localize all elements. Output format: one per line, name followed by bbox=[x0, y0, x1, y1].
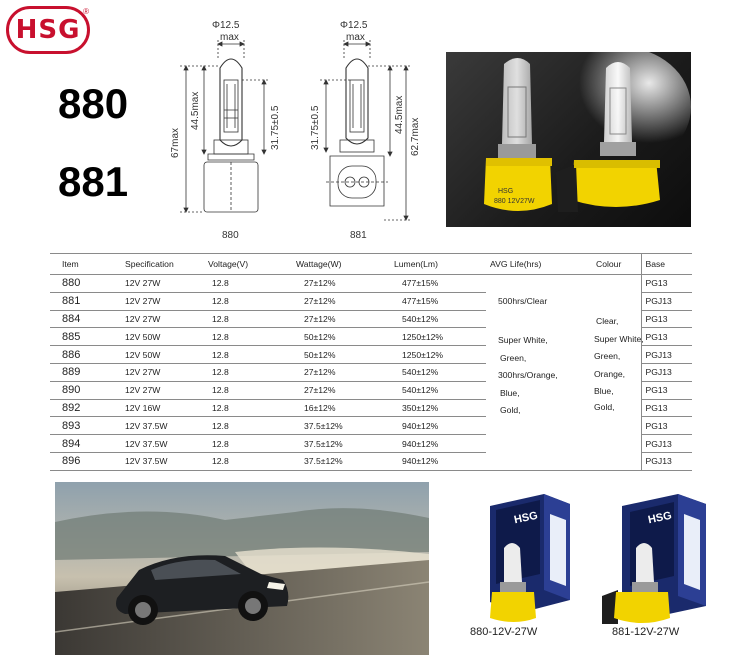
cell-specification: 12V 50W bbox=[113, 346, 204, 364]
cell-item: 881 bbox=[50, 292, 113, 310]
package-880-caption: 880-12V-27W bbox=[470, 626, 538, 638]
cell-wattage: 37.5±12% bbox=[292, 435, 390, 453]
brand-logo bbox=[6, 6, 90, 54]
cell-voltage: 12.8 bbox=[204, 328, 292, 346]
cell-lumen: 540±12% bbox=[390, 310, 486, 328]
cell-wattage: 37.5±12% bbox=[292, 452, 390, 470]
model-881-title: 881 bbox=[58, 158, 129, 205]
cell-item: 889 bbox=[50, 363, 113, 381]
col-header-base: Base bbox=[641, 254, 692, 275]
cell-base: PGJ13 bbox=[641, 363, 692, 381]
cell-specification: 12V 37.5W bbox=[113, 435, 204, 453]
dim-880-diameter: Φ12.5 bbox=[212, 20, 240, 31]
cell-specification: 12V 27W bbox=[113, 275, 204, 293]
cell-colour bbox=[584, 452, 641, 470]
package-880 bbox=[470, 490, 590, 626]
bulb-print-brand: HSG bbox=[498, 188, 514, 195]
cell-lumen: 1250±12% bbox=[390, 346, 486, 364]
box-881-brand: HSG bbox=[647, 509, 673, 527]
cell-lumen: 1250±12% bbox=[390, 328, 486, 346]
cell-specification: 12V 27W bbox=[113, 363, 204, 381]
cell-lumen: 940±12% bbox=[390, 435, 486, 453]
cell-wattage: 27±12% bbox=[292, 363, 390, 381]
logo-text: HSG bbox=[15, 15, 81, 45]
avg-life-cell bbox=[498, 296, 547, 307]
col-header-wattage: Wattage(W) bbox=[292, 254, 390, 275]
col-header-life: AVG Life(hrs) bbox=[486, 254, 584, 275]
package-881-caption: 881-12V-27W bbox=[612, 626, 680, 638]
car-photo bbox=[55, 482, 429, 655]
dim-881-inner-height: 31.75±0.5 bbox=[310, 105, 321, 150]
cell-base: PG13 bbox=[641, 310, 692, 328]
cell-item: 893 bbox=[50, 417, 113, 435]
cell-specification: 12V 27W bbox=[113, 381, 204, 399]
model-880-title: 880 bbox=[58, 80, 129, 127]
life-line: Gold, bbox=[500, 405, 521, 415]
dim-881-label: 881 bbox=[350, 230, 367, 241]
cell-lumen: 477±15% bbox=[390, 275, 486, 293]
cell-lumen: 350±12% bbox=[390, 399, 486, 417]
cell-voltage: 12.8 bbox=[204, 310, 292, 328]
diagram-880 bbox=[160, 10, 300, 242]
cell-wattage: 50±12% bbox=[292, 346, 390, 364]
cell-colour bbox=[584, 292, 641, 310]
dim-881-max: max bbox=[346, 32, 365, 43]
cell-base: PGJ13 bbox=[641, 292, 692, 310]
cell-voltage: 12.8 bbox=[204, 417, 292, 435]
cell-lumen: 540±12% bbox=[390, 381, 486, 399]
cell-colour bbox=[584, 417, 641, 435]
cell-lumen: 477±15% bbox=[390, 292, 486, 310]
cell-base: PGJ13 bbox=[641, 452, 692, 470]
cell-wattage: 16±12% bbox=[292, 399, 390, 417]
cell-item: 894 bbox=[50, 435, 113, 453]
cell-wattage: 27±12% bbox=[292, 310, 390, 328]
dim-880-label: 880 bbox=[222, 230, 239, 241]
cell-voltage: 12.8 bbox=[204, 275, 292, 293]
cell-voltage: 12.8 bbox=[204, 381, 292, 399]
cell-base: PG13 bbox=[641, 275, 692, 293]
cell-item: 884 bbox=[50, 310, 113, 328]
package-881 bbox=[596, 492, 726, 630]
product-photo bbox=[446, 52, 691, 227]
cell-voltage: 12.8 bbox=[204, 363, 292, 381]
cell-lumen: 940±12% bbox=[390, 417, 486, 435]
logo-registered-mark: ® bbox=[83, 7, 89, 16]
cell-colour bbox=[584, 275, 641, 293]
cell-lumen: 540±12% bbox=[390, 363, 486, 381]
life-line: 500hrs/Clear bbox=[498, 296, 548, 306]
colour-line: Clear, bbox=[596, 316, 619, 326]
life-line: Blue, bbox=[500, 387, 520, 398]
table-header-row bbox=[50, 254, 692, 275]
dim-881-total-height: 62.7max bbox=[410, 117, 421, 156]
cell-voltage: 12.8 bbox=[204, 399, 292, 417]
bulbs-photo-illustration bbox=[446, 52, 691, 227]
col-header-colour: Colour bbox=[584, 254, 641, 275]
dim-880-max: max bbox=[220, 32, 239, 43]
table-row bbox=[50, 275, 692, 293]
car-road-illustration bbox=[55, 482, 429, 655]
colour-line: Super White, bbox=[594, 333, 644, 344]
colour-line: Orange, bbox=[594, 368, 626, 379]
cell-item: 890 bbox=[50, 381, 113, 399]
cell-base: PG13 bbox=[641, 399, 692, 417]
cell-specification: 12V 37.5W bbox=[113, 452, 204, 470]
table-row bbox=[50, 292, 692, 310]
cell-voltage: 12.8 bbox=[204, 452, 292, 470]
diagram-881 bbox=[300, 10, 440, 242]
colour-cell-lines bbox=[594, 313, 644, 413]
cell-voltage: 12.8 bbox=[204, 292, 292, 310]
col-header-lumen: Lumen(Lm) bbox=[390, 254, 486, 275]
cell-item: 880 bbox=[50, 275, 113, 293]
col-header-voltage: Voltage(V) bbox=[204, 254, 292, 275]
dim-881-diameter: Φ12.5 bbox=[340, 20, 368, 31]
dim-880-inner-height: 31.75±0.5 bbox=[270, 105, 281, 150]
table-row bbox=[50, 435, 692, 453]
cell-wattage: 27±12% bbox=[292, 275, 390, 293]
cell-base: PGJ13 bbox=[641, 346, 692, 364]
col-header-item: Item bbox=[50, 254, 113, 275]
life-line: Super White, bbox=[498, 335, 548, 345]
cell-wattage: 27±12% bbox=[292, 381, 390, 399]
cell-voltage: 12.8 bbox=[204, 435, 292, 453]
avg-life-cell-lines bbox=[498, 332, 558, 420]
table-row bbox=[50, 452, 692, 470]
cell-voltage: 12.8 bbox=[204, 346, 292, 364]
box-880-brand: HSG bbox=[513, 509, 539, 527]
cell-item: 885 bbox=[50, 328, 113, 346]
colour-line: Green, bbox=[594, 351, 621, 361]
dim-881-mid-height: 44.5max bbox=[394, 95, 405, 134]
colour-line: Blue, bbox=[594, 386, 614, 396]
cell-wattage: 37.5±12% bbox=[292, 417, 390, 435]
cell-specification: 12V 50W bbox=[113, 328, 204, 346]
cell-item: 886 bbox=[50, 346, 113, 364]
cell-base: PG13 bbox=[641, 381, 692, 399]
cell-lumen: 940±12% bbox=[390, 452, 486, 470]
life-line: 300hrs/Orange, bbox=[498, 370, 558, 380]
cell-specification: 12V 16W bbox=[113, 399, 204, 417]
bulb-print-spec: 880 12V27W bbox=[494, 198, 535, 205]
cell-wattage: 27±12% bbox=[292, 292, 390, 310]
cell-colour bbox=[584, 435, 641, 453]
cell-specification: 12V 27W bbox=[113, 310, 204, 328]
life-line: Green, bbox=[500, 352, 527, 363]
cell-item: 896 bbox=[50, 452, 113, 470]
table-row bbox=[50, 417, 692, 435]
cell-base: PG13 bbox=[641, 328, 692, 346]
cell-item: 892 bbox=[50, 399, 113, 417]
cell-base: PG13 bbox=[641, 417, 692, 435]
cell-specification: 12V 27W bbox=[113, 292, 204, 310]
cell-wattage: 50±12% bbox=[292, 328, 390, 346]
cell-base: PGJ13 bbox=[641, 435, 692, 453]
cell-specification: 12V 37.5W bbox=[113, 417, 204, 435]
col-header-specification: Specification bbox=[113, 254, 204, 275]
dim-880-total-height: 67max bbox=[170, 127, 181, 158]
dim-880-mid-height: 44.5max bbox=[190, 91, 201, 130]
colour-line: Gold, bbox=[594, 401, 615, 412]
